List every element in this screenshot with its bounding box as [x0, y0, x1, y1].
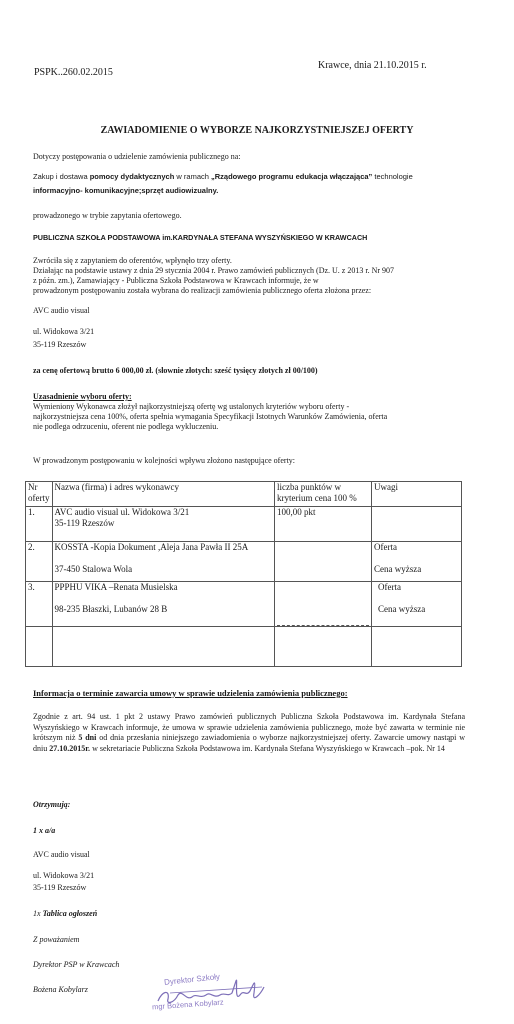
- row-name: PPPHU VIKA –Renata Musielska 98-235 Błaszki, Lubanów 28 B: [52, 582, 275, 627]
- handwritten-signature: [150, 973, 280, 1018]
- recipient-copy-1: 1 x a/a: [33, 826, 56, 835]
- row-remarks: Oferta Cena wyższa: [372, 582, 462, 627]
- winner-name: AVC audio visual: [33, 306, 90, 315]
- closing-regards: Z poważaniem: [33, 935, 80, 944]
- table-header-row: [26, 482, 462, 507]
- justification-line: nie podlega odrzuceniu, oferent nie podlega wykluczeniu.: [33, 422, 219, 431]
- closing-role: Dyrektor PSP w Krawcach: [33, 960, 120, 969]
- recipients-heading: Otrzymują:: [33, 800, 71, 809]
- winner-city: 35-119 Rzeszów: [33, 340, 87, 349]
- recipient-copy-2: 1x Tablica ogłoszeń: [33, 909, 98, 918]
- justification-line: Wymieniony Wykonawca złożył najkorzystniejszą ofertę wg ustalonych kryteriów wyboru oferty -: [33, 402, 350, 411]
- row-points: [275, 542, 372, 582]
- school-name: PUBLICZNA SZKOŁA PODSTAWOWA im.KARDYNAŁA STEFANA WYSZYŃSKIEGO W KRAWCACH: [33, 233, 368, 242]
- body-line: prowadzonym postępowaniu została wybrana do realizacji zamówienia publicznego oferta złożona przez:: [33, 286, 372, 295]
- offer-price: za cenę ofertową brutto 6 000,00 zł. (słownie złotych: sześć tysięcy złotych zł 00/100): [33, 366, 318, 375]
- signature-stamp: [150, 973, 280, 1018]
- row-nr: 3.: [26, 582, 53, 627]
- row-name: AVC audio visual ul. Widokowa 3/21 35-119 Rzeszów: [52, 507, 275, 542]
- body-line: z późn. zm.), Zamawiający - Publiczna Szkoła Podstawowa w Krawcach informuje, że w: [33, 276, 319, 285]
- contract-heading: Informacja o terminie zawarcia umowy w sprawie udzielenia zamówienia publicznego:: [33, 688, 348, 698]
- document-title: ZAWIADOMIENIE O WYBORZE NAJKORZYSTNIEJSZEJ OFERTY: [100, 125, 414, 136]
- subject-line-2: informacyjno- komunikacyjne;sprzęt audiowizualny.: [33, 186, 219, 195]
- place-date: Krawce, dnia 21.10.2015 r.: [318, 60, 427, 71]
- row-points: [275, 582, 372, 627]
- row-name: KOSSTA -Kopia Dokument ,Aleja Jana Pawła II 25A 37-450 Stalowa Wola: [52, 542, 275, 582]
- justification-text: [33, 402, 387, 432]
- body-line: Zwróciła się z zapytaniem do oferentów, wpłynęło trzy oferty.: [33, 256, 232, 265]
- closing-signer: Bożena Kobylarz: [33, 985, 88, 994]
- stamp-line-2: mgr Bożena Kobylarz: [151, 997, 224, 1012]
- offers-table: [25, 481, 462, 667]
- decision-body: [33, 256, 394, 296]
- recipient-city: 35-119 Rzeszów: [33, 883, 87, 892]
- table-row: [26, 542, 462, 582]
- intro-text: Dotyczy postępowania o udzielenie zamówienia publicznego na:: [33, 152, 241, 161]
- row-remarks: Oferta Cena wyższa: [372, 542, 462, 582]
- justification-heading: Uzasadnienie wyboru oferty:: [33, 392, 132, 401]
- header-nr: Nr oferty: [26, 482, 53, 507]
- recipient-name: AVC audio visual: [33, 850, 90, 859]
- procedure-text: prowadzonego w trybie zapytania ofertowego.: [33, 211, 182, 220]
- reference-number: PSPK..260.02.2015: [34, 67, 113, 78]
- header-points: liczba punktów w kryterium cena 100 %: [275, 482, 372, 507]
- contract-paragraph: Zgodnie z art. 94 ust. 1 pkt 2 ustawy Prawo zamówień publicznych Publiczna Szkoła Podstawowa im. Kardynała Stefana Wyszyńskiego w Krawcach informuje, że umowa w sprawie udzielenia zamówienia publicznego, może być zawarta w terminie nie krótszym niż 5 dni od dnia przesłania niniejszego zawiadomienia o wyborze najkorzystniejszej oferty. Zawarcie umowy nastąpi w dniu 27.10.2015r. w sekretariacie Publiczna Szkoła Podstawowa im. Kardynała Stefana Wyszyńskiego w Krawcach –pok. Nr 14: [33, 712, 465, 753]
- recipient-street: ul. Widokowa 3/21: [33, 871, 95, 880]
- table-row: [26, 582, 462, 627]
- body-line: Działając na podstawie ustawy z dnia 29 stycznia 2004 r. Prawo zamówień publicznych (Dz. U. z 2013 r. Nr 907: [33, 266, 395, 275]
- table-row-empty: [26, 627, 462, 667]
- subject-line-1: Zakup i dostawa pomocy dydaktycznych w ramach „Rządowego programu edukacja włączająca” technologie: [33, 172, 413, 181]
- table-intro: W prowadzonym postępowaniu w kolejności wpływu złożono następujące oferty:: [33, 456, 296, 465]
- header-remarks: Uwagi: [372, 482, 462, 507]
- row-nr: 1.: [26, 507, 53, 542]
- row-nr: 2.: [26, 542, 53, 582]
- row-remarks: [372, 507, 462, 542]
- winner-street: ul. Widokowa 3/21: [33, 327, 95, 336]
- header-name: Nazwa (firma) i adres wykonawcy: [52, 482, 275, 507]
- justification-line: najkorzystniejsza cena 100%, oferta spełnia wymagania Specyfikacji Istotnych Warunków Zamówienia, oferta: [33, 412, 388, 421]
- stamp-line-1: Dyrektor Szkoły: [163, 972, 221, 987]
- table-row: [26, 507, 462, 542]
- row-points: 100,00 pkt: [275, 507, 372, 542]
